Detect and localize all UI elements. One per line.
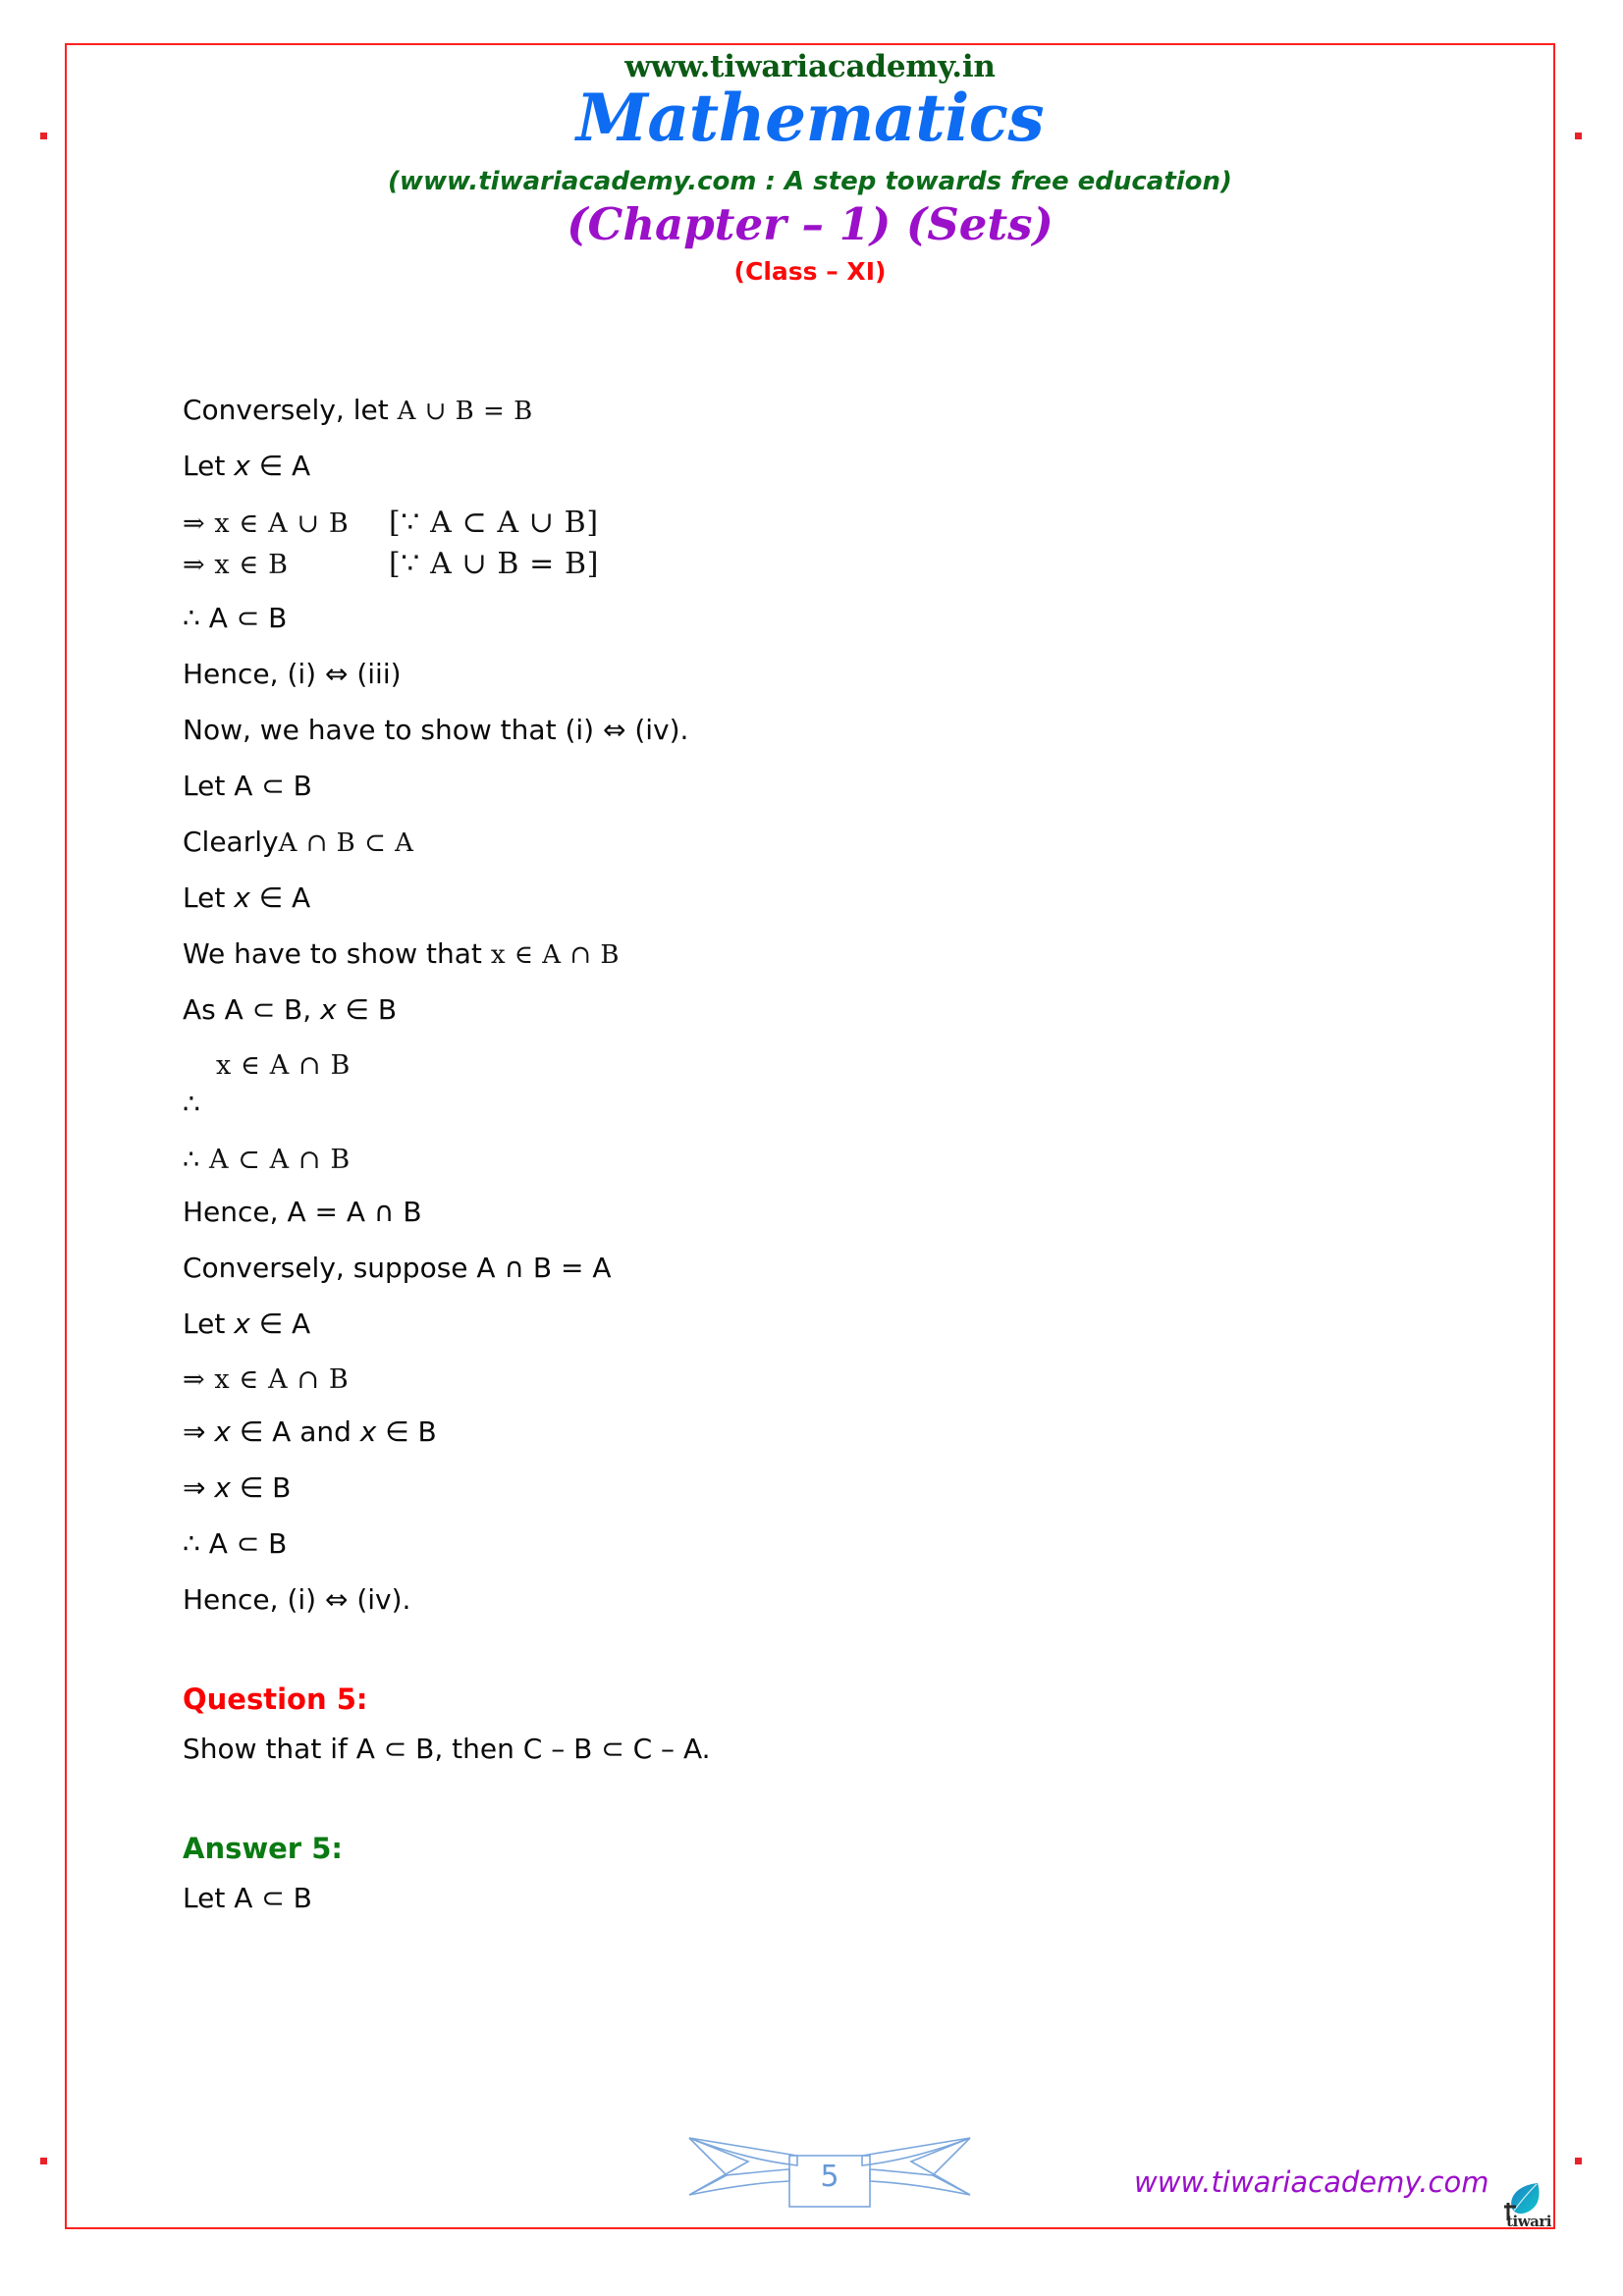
text-line-hence-i-iff-iv: Hence, (i) ⇔ (iv).: [183, 1583, 411, 1616]
text-line-we-have-to-show: [183, 937, 1488, 970]
section-spacer-2: [183, 1791, 1488, 1835]
line-prefix: Let: [183, 1308, 235, 1340]
line-suffix: ∈ B: [336, 993, 398, 1026]
corner-marker-top-left: [40, 133, 47, 139]
text-line-therefore-a-subset-b-2: ∴ A ⊂ B: [183, 1527, 288, 1560]
variable-x: x: [320, 993, 337, 1026]
corner-marker-bottom-right: [1575, 2158, 1582, 2164]
text-line-therefore-a-subset-b-1: ∴ A ⊂ B: [183, 602, 288, 634]
class-label: (Class – XI): [733, 257, 887, 287]
text-line-hence-i-iff-iii: Hence, (i) ⇔ (iii): [183, 658, 402, 690]
document-body: [183, 394, 1488, 1941]
math-a-union-b-equals-b: A ∪ B = B: [397, 397, 533, 426]
line-suffix: ∈ A: [249, 881, 311, 914]
tiwari-academy-logo-icon: [1502, 2181, 1555, 2232]
line-prefix: ⇒: [183, 1471, 215, 1504]
math-x-in-a-inter-b-1: x ∈ A ∩ B: [490, 940, 620, 970]
corner-marker-bottom-left: [40, 2158, 47, 2164]
page-title: Mathematics: [575, 80, 1045, 157]
therefore-symbol-standalone: ∴: [183, 1088, 200, 1120]
implication-1-lhs: ⇒ x ∈ A ∪ B: [183, 508, 350, 539]
section-spacer: [183, 1642, 1488, 1685]
line-prefix: ⇒: [183, 1415, 215, 1448]
text-line-let-a-subset-b-1: Let A ⊂ B: [183, 770, 312, 802]
variable-x: x: [234, 450, 250, 482]
line-middle: ∈ A and: [230, 1415, 360, 1448]
text-line-clearly: [183, 828, 1488, 856]
text-line-let-x-in-a-1: [183, 450, 1488, 482]
variable-x-2: x: [359, 1415, 377, 1448]
implication-2-lhs: ⇒ x ∈ B: [183, 550, 289, 580]
answer-text: Let A ⊂ B: [183, 1882, 312, 1914]
math-therefore-a-subset-a-inter-b: ∴ A ⊂ A ∩ B: [183, 1145, 351, 1175]
line-suffix: ∈ A: [249, 1308, 311, 1340]
line-suffix: ∈ B: [376, 1415, 437, 1448]
implication-1-reason: [∵ A ⊂ A ∪ B]: [389, 506, 599, 540]
document-header: [65, 43, 1555, 286]
implication-line-1: [183, 508, 1488, 538]
text-line-conversely-let: [183, 394, 1488, 426]
line-suffix: ∈ B: [230, 1471, 292, 1504]
variable-x: x: [234, 881, 250, 914]
footer-site-url: www.tiwariacademy.com: [1134, 2165, 1489, 2199]
text-line-let-x-in-a-2: [183, 881, 1488, 914]
site-tagline: (www.tiwariacademy.com : A step towards free education): [388, 167, 1232, 197]
text-line-implies-x-in-a-and-x-in-b: [183, 1415, 1488, 1448]
line-prefix: We have to show that: [183, 937, 491, 970]
question-heading: Question 5:: [183, 1682, 368, 1716]
text-line-conversely-suppose: Conversely, suppose A ∩ B = A: [183, 1252, 612, 1284]
chapter-subtitle: (Chapter – 1) (Sets): [567, 197, 1054, 250]
text-line-implies-x-in-b: [183, 1471, 1488, 1504]
math-implies-x-in-a-inter-b: ⇒ x ∈ A ∩ B: [183, 1364, 350, 1395]
variable-x: x: [234, 1308, 250, 1340]
site-url-top: www.tiwariacademy.in: [624, 49, 996, 84]
variable-x-1: x: [214, 1415, 231, 1448]
math-a-inter-b-subset-a: A ∩ B ⊂ A: [278, 828, 414, 858]
text-line-let-x-in-a-3: [183, 1310, 1488, 1338]
implication-line-2: [183, 547, 1488, 581]
variable-x: x: [214, 1471, 231, 1504]
question-text: Show that if A ⊂ B, then C – B ⊂ C – A.: [183, 1733, 711, 1765]
text-line-as-a-subset-b: [183, 993, 1488, 1026]
line-prefix: Clearly: [183, 826, 279, 858]
line-prefix: Let: [183, 881, 235, 914]
line-prefix: As A ⊂ B,: [183, 993, 321, 1026]
implication-2-reason: [∵ A ∪ B = B]: [389, 547, 600, 581]
logo-wordmark: tiwari: [1506, 2213, 1551, 2230]
corner-marker-top-right: [1575, 133, 1582, 139]
text-line-now-show-i-iff-iv: Now, we have to show that (i) ⇔ (iv).: [183, 714, 689, 746]
line-prefix: Let: [183, 450, 235, 482]
math-x-in-a-inter-b-2: x ∈ A ∩ B: [216, 1050, 351, 1081]
line-text: Conversely, let: [183, 394, 398, 426]
text-line-hence-a-equals-a-inter-b: Hence, A = A ∩ B: [183, 1196, 422, 1228]
page-number: 5: [820, 2159, 839, 2194]
answer-heading: Answer 5:: [183, 1832, 343, 1865]
line-suffix: ∈ A: [249, 450, 311, 482]
